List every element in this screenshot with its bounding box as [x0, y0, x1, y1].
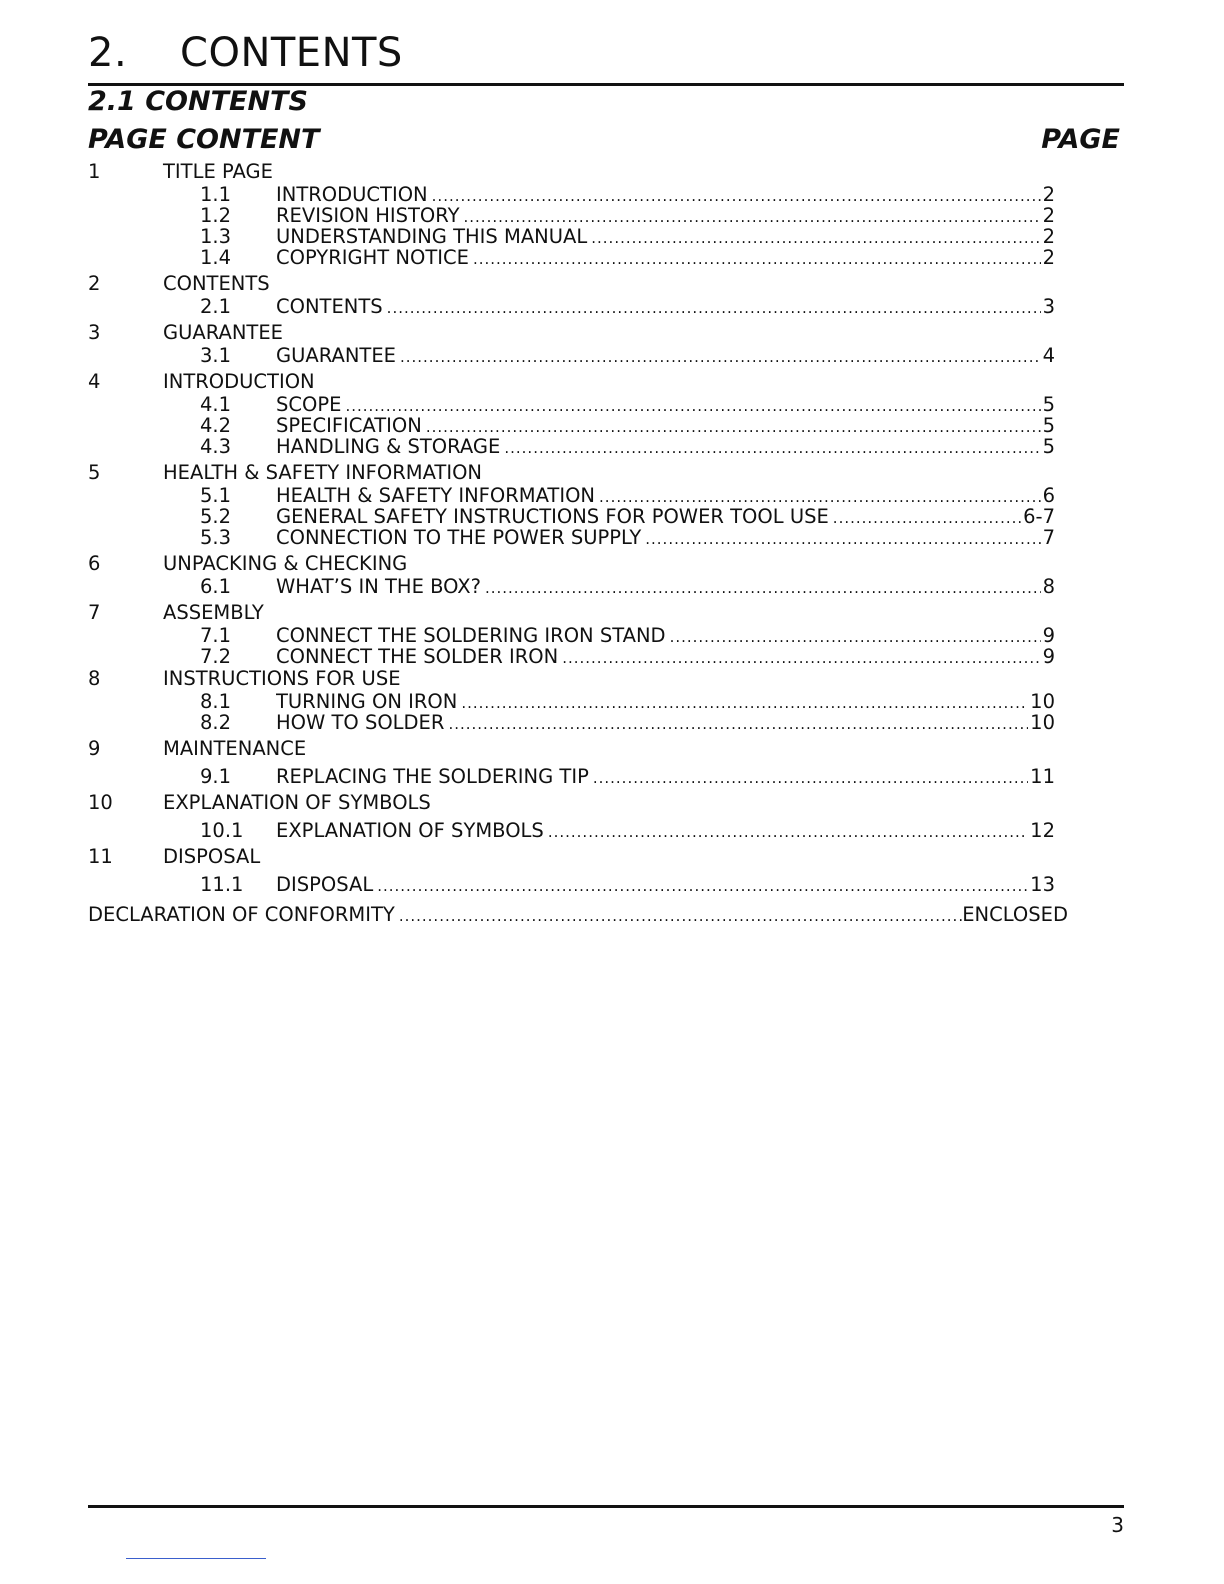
section-title: INSTRUCTIONS FOR USE: [163, 667, 401, 690]
toc-section-heading[interactable]: [88, 321, 1088, 345]
dot-leader: [473, 249, 1041, 270]
entry-number: 5.1: [200, 484, 232, 507]
section-number: 10: [88, 791, 113, 814]
toc-section: [88, 791, 1088, 841]
entry-title: EXPLANATION OF SYMBOLS: [276, 820, 544, 842]
entry-page: 9: [1042, 625, 1055, 647]
entry-page: 9: [1042, 646, 1055, 668]
section-number: 7: [88, 601, 101, 624]
section-number: 11: [88, 845, 113, 868]
section-number: 2: [88, 272, 101, 295]
entry-title: SPECIFICATION: [276, 415, 422, 437]
entry-page: 13: [1030, 874, 1055, 896]
entry-page: 11: [1030, 766, 1055, 788]
entry-number: 3.1: [200, 344, 232, 367]
entry-page: 12: [1030, 820, 1055, 842]
entry-number: 1.4: [200, 246, 232, 269]
section-title: TITLE PAGE: [163, 160, 273, 183]
entry-page: 2: [1042, 226, 1055, 248]
dot-leader: [426, 417, 1041, 438]
page-title-number: 2.: [88, 30, 128, 76]
entry-number: 7.1: [200, 624, 232, 647]
section-number: 8: [88, 667, 101, 690]
toc-entry[interactable]: [88, 506, 1088, 527]
toc-entry[interactable]: [88, 436, 1088, 457]
section-number: 4: [88, 370, 101, 393]
toc-entry[interactable]: [88, 712, 1088, 733]
entry-body: [276, 625, 1055, 648]
section-number: 6: [88, 552, 101, 575]
declaration-page: ENCLOSED: [962, 903, 1068, 926]
entry-number: 5.3: [200, 526, 232, 549]
toc-section-heading[interactable]: [88, 552, 1088, 576]
entry-body: [276, 485, 1055, 508]
toc-section-heading[interactable]: [88, 667, 1088, 691]
entry-number: 6.1: [200, 575, 232, 598]
toc-entry[interactable]: [88, 226, 1088, 247]
section-number: 3: [88, 321, 101, 344]
entry-body: [276, 184, 1055, 207]
entry-page: 5: [1042, 394, 1055, 416]
section-title: MAINTENANCE: [163, 737, 307, 760]
page-title-text: CONTENTS: [180, 30, 403, 76]
entry-body: [276, 576, 1055, 599]
footer-page-number: 3: [1111, 1513, 1124, 1537]
dot-leader: [548, 822, 1028, 843]
toc-entry[interactable]: [88, 184, 1088, 205]
entry-title: GUARANTEE: [276, 345, 396, 367]
dot-leader: [591, 228, 1040, 249]
entry-page: 2: [1042, 247, 1055, 269]
toc-section: [88, 601, 1088, 667]
entry-body: [276, 527, 1055, 550]
entry-title: GENERAL SAFETY INSTRUCTIONS FOR POWER TOOL USE: [276, 506, 829, 528]
entry-number: 1.2: [200, 204, 232, 227]
dot-leader: [562, 648, 1040, 669]
dot-leader: [387, 298, 1041, 319]
section-number: 5: [88, 461, 101, 484]
section-title: ASSEMBLY: [163, 601, 264, 624]
entry-body: [276, 874, 1055, 897]
entry-body: [276, 691, 1055, 714]
toc-section-heading[interactable]: [88, 601, 1088, 625]
entry-page: 6-7: [1023, 506, 1055, 528]
toc-section: [88, 370, 1088, 457]
entry-title: REVISION HISTORY: [276, 205, 460, 227]
section-number: 1: [88, 160, 101, 183]
dot-leader: [464, 207, 1041, 228]
entry-page: 4: [1042, 345, 1055, 367]
entry-page: 10: [1030, 691, 1055, 713]
toc-section: [88, 321, 1088, 366]
entry-number: 11.1: [200, 873, 244, 896]
toc-entry[interactable]: [88, 205, 1088, 226]
entry-number: 8.2: [200, 711, 232, 734]
page-title: [88, 30, 403, 76]
dot-leader: [504, 438, 1040, 459]
toc-entry[interactable]: [88, 415, 1088, 436]
section-number: 9: [88, 737, 101, 760]
entry-page: 8: [1042, 576, 1055, 598]
dot-leader: [448, 714, 1028, 735]
toc-entry[interactable]: [88, 296, 1088, 317]
dot-leader: [645, 529, 1040, 550]
link-underline: [126, 1558, 266, 1559]
entry-body: [276, 345, 1055, 368]
table-of-contents: [88, 160, 1088, 895]
entry-number: 1.3: [200, 225, 232, 248]
section-title: DISPOSAL: [163, 845, 261, 868]
entry-title: INTRODUCTION: [276, 184, 428, 206]
dot-leader: [833, 508, 1021, 529]
toc-section: [88, 845, 1088, 895]
dot-leader: [461, 693, 1028, 714]
entry-number: 4.2: [200, 414, 232, 437]
toc-section: [88, 667, 1088, 733]
entry-number: 2.1: [200, 295, 232, 318]
entry-title: SCOPE: [276, 394, 342, 416]
entry-page: 5: [1042, 436, 1055, 458]
toc-section-heading[interactable]: [88, 370, 1088, 394]
entry-body: [276, 296, 1055, 319]
dot-leader: [377, 876, 1028, 897]
entry-title: CONNECT THE SOLDER IRON: [276, 646, 559, 668]
entry-title: REPLACING THE SOLDERING TIP: [276, 766, 589, 788]
entry-title: UNDERSTANDING THIS MANUAL: [276, 226, 588, 248]
toc-section-heading[interactable]: [88, 461, 1088, 485]
entry-title: CONTENTS: [276, 296, 383, 318]
toc-entry[interactable]: [88, 874, 1088, 895]
toc-entry[interactable]: [88, 625, 1088, 646]
entry-body: [276, 394, 1055, 417]
entry-number: 10.1: [200, 819, 244, 842]
dot-leader: [432, 186, 1041, 207]
dot-leader: [485, 578, 1041, 599]
entry-title: HANDLING & STORAGE: [276, 436, 501, 458]
entry-title: WHAT’S IN THE BOX?: [276, 576, 481, 598]
footer-divider: [88, 1505, 1124, 1508]
entry-page: 7: [1042, 527, 1055, 549]
entry-number: 9.1: [200, 765, 232, 788]
toc-section-heading[interactable]: [88, 160, 1088, 184]
column-heading-page: PAGE: [1041, 124, 1120, 155]
section-title: EXPLANATION OF SYMBOLS: [163, 791, 431, 814]
dot-leader: [593, 768, 1028, 789]
entry-page: 5: [1042, 415, 1055, 437]
entry-page: 2: [1042, 205, 1055, 227]
entry-title: HEALTH & SAFETY INFORMATION: [276, 485, 596, 507]
toc-section: [88, 552, 1088, 597]
section-title: UNPACKING & CHECKING: [163, 552, 408, 575]
entry-number: 5.2: [200, 505, 232, 528]
entry-title: DISPOSAL: [276, 874, 374, 896]
entry-page: 3: [1042, 296, 1055, 318]
declaration-row[interactable]: [88, 903, 1068, 929]
entry-title: COPYRIGHT NOTICE: [276, 247, 469, 269]
entry-page: 10: [1030, 712, 1055, 734]
toc-section: [88, 272, 1088, 317]
entry-page: 2: [1042, 184, 1055, 206]
section-title: GUARANTEE: [163, 321, 283, 344]
entry-title: CONNECTION TO THE POWER SUPPLY: [276, 527, 642, 549]
toc-entry[interactable]: [88, 345, 1088, 366]
dot-leader: [670, 627, 1041, 648]
section-title: CONTENTS: [163, 272, 270, 295]
entry-body: [276, 712, 1055, 735]
entry-body: [276, 506, 1055, 529]
toc-entry[interactable]: [88, 247, 1088, 268]
entry-number: 8.1: [200, 690, 232, 713]
toc-section-heading[interactable]: [88, 272, 1088, 296]
entry-number: 4.3: [200, 435, 232, 458]
dot-leader: [400, 347, 1041, 368]
entry-body: [276, 436, 1055, 459]
entry-body: [276, 247, 1055, 270]
entry-body: [276, 646, 1055, 669]
toc-entry[interactable]: [88, 646, 1088, 667]
toc-entry[interactable]: [88, 485, 1088, 506]
subheading: 2.1 CONTENTS: [88, 86, 308, 117]
toc-section: [88, 737, 1088, 787]
entry-page: 6: [1042, 485, 1055, 507]
toc-section-heading[interactable]: [88, 791, 1088, 815]
toc-entry[interactable]: [88, 527, 1088, 548]
toc-section-heading[interactable]: [88, 737, 1088, 761]
entry-body: [276, 205, 1055, 228]
entry-body: [276, 766, 1055, 789]
entry-number: 1.1: [200, 183, 232, 206]
entry-number: 4.1: [200, 393, 232, 416]
toc-entry[interactable]: [88, 576, 1088, 597]
dot-leader: [599, 487, 1041, 508]
entry-title: CONNECT THE SOLDERING IRON STAND: [276, 625, 666, 647]
section-title: INTRODUCTION: [163, 370, 315, 393]
entry-body: [276, 820, 1055, 843]
dot-leader: [399, 907, 962, 925]
toc-entry[interactable]: [88, 394, 1088, 415]
toc-entry[interactable]: [88, 691, 1088, 712]
entry-body: [276, 415, 1055, 438]
toc-section: [88, 461, 1088, 548]
dot-leader: [345, 396, 1040, 417]
toc-section-heading[interactable]: [88, 845, 1088, 869]
declaration-title: DECLARATION OF CONFORMITY: [88, 903, 395, 926]
entry-number: 7.2: [200, 645, 232, 668]
entry-title: HOW TO SOLDER: [276, 712, 445, 734]
toc-entry[interactable]: [88, 766, 1088, 787]
toc-section: [88, 160, 1088, 268]
section-title: HEALTH & SAFETY INFORMATION: [163, 461, 483, 484]
toc-entry[interactable]: [88, 820, 1088, 841]
entry-title: TURNING ON IRON: [276, 691, 458, 713]
entry-body: [276, 226, 1055, 249]
column-heading-content: PAGE CONTENT: [88, 124, 320, 155]
